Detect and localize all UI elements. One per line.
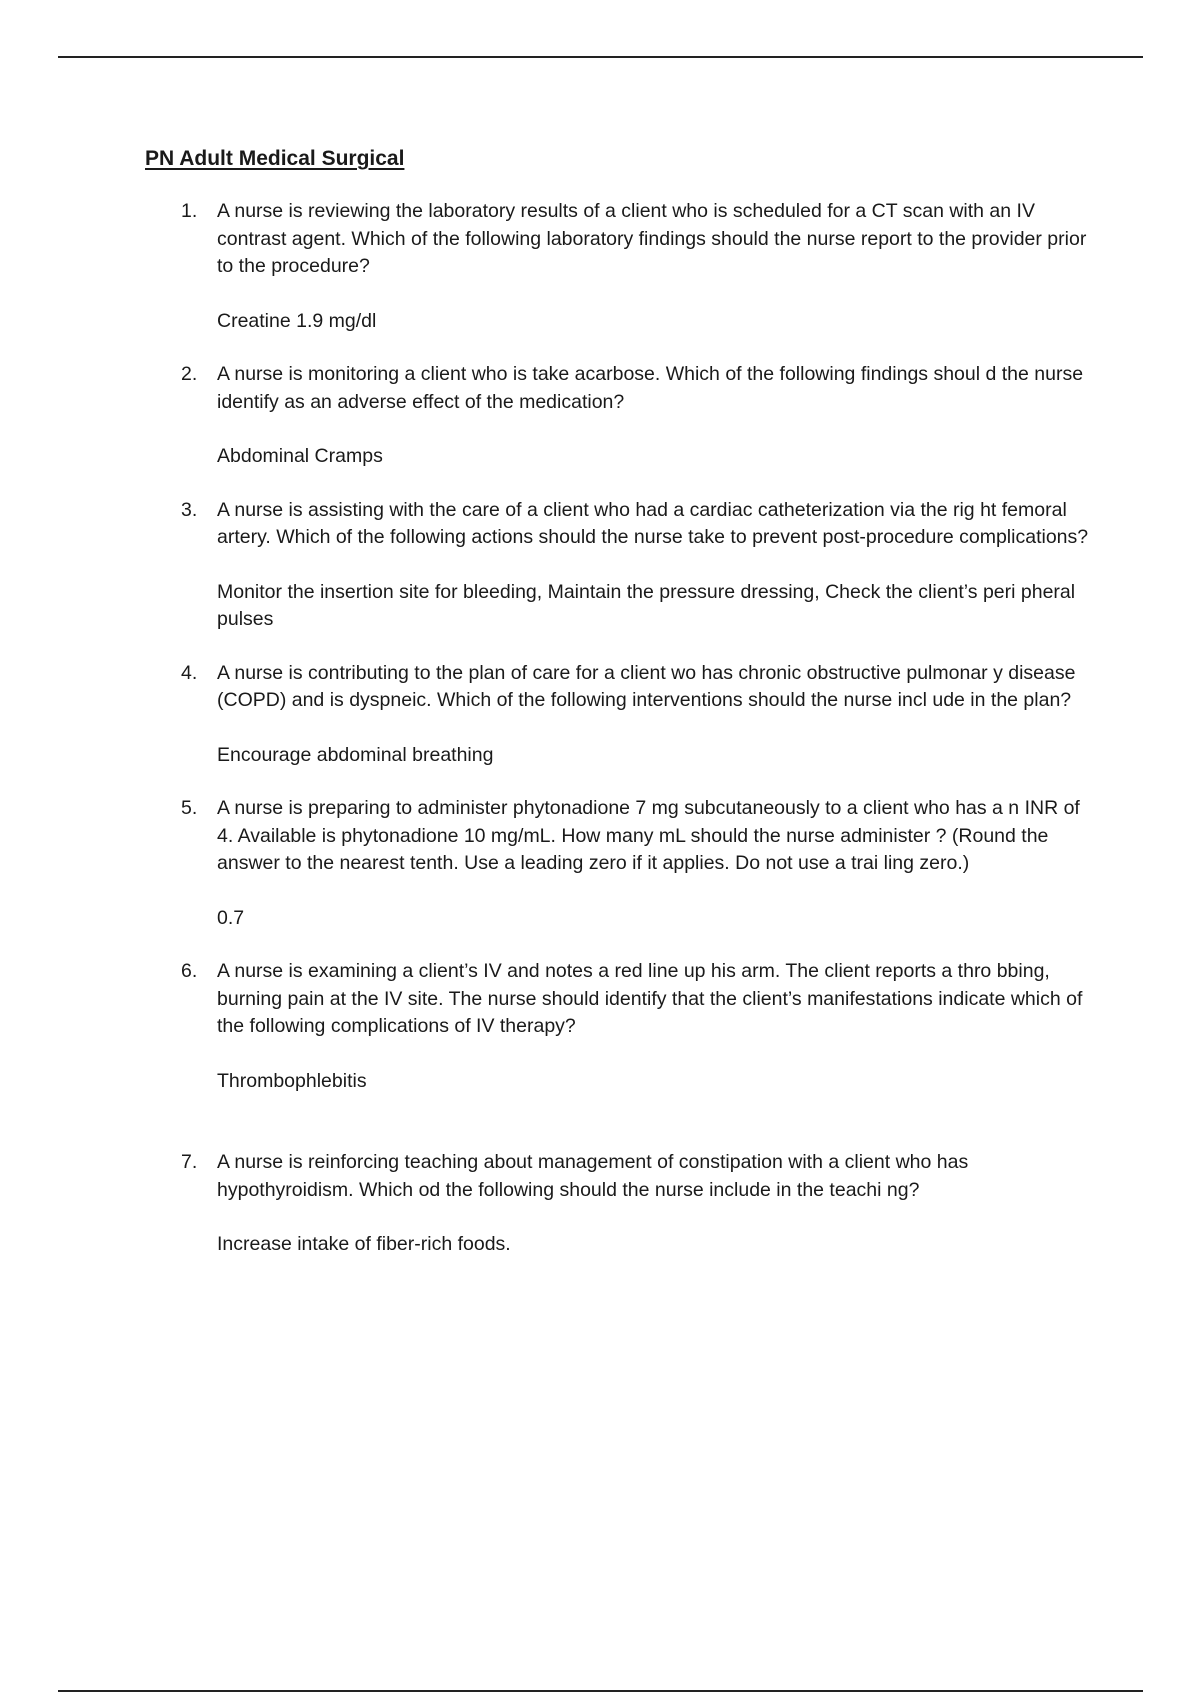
question-text: A nurse is reviewing the laboratory results of a client who is scheduled for a CT scan with an IV contrast agent. Which of the following laboratory findings should the nurse report to the provider prior to the procedure? [217, 200, 1087, 277]
question-item-6 [145, 958, 1105, 1121]
question-number: 5. [181, 797, 198, 819]
question-text: A nurse is assisting with the care of a client who had a cardiac catheterization via the rig ht femoral artery. Which of the following actions should the nurse take to prevent post-procedure complications? [217, 498, 1089, 548]
answer-text: Creatine 1.9 mg/dl [217, 309, 377, 332]
question-text: A nurse is reinforcing teaching about management of constipation with a client who has hypothyroidism. Which od the following should the nurse include in the teachi ng? [217, 1151, 969, 1201]
answer-text: Increase intake of fiber-rich foods. [217, 1233, 511, 1255]
question-text: A nurse is contributing to the plan of care for a client wo has chronic obstructive pulmonar y disease (COPD) and is dyspneic. Which of the following interventions should the nurse incl ude in the plan? [217, 661, 1076, 711]
answer-text: Thrombophlebitis [217, 1069, 367, 1092]
question-item-2 [145, 361, 1105, 497]
question-number: 7. [181, 1151, 198, 1173]
answer-text: Abdominal Cramps [217, 445, 383, 467]
question-number: 4. [181, 661, 198, 684]
question-number: 2. [181, 363, 198, 385]
answer-text: 0.7 [217, 906, 245, 929]
question-item-1 [145, 198, 1105, 361]
question-item-5 [145, 795, 1105, 958]
question-item-4 [145, 660, 1105, 796]
question-number: 3. [181, 498, 198, 521]
question-number: 6. [181, 960, 198, 982]
question-text: A nurse is preparing to administer phytonadione 7 mg subcutaneously to a client who has a n INR of 4. Available is phytonadione 10 mg/mL. How many mL should the nurse administer ? (Round the answer to the nearest tenth. Use a leading zero if it applies. Do not use a trai ling zero.) [217, 797, 1080, 874]
question-item-7 [145, 1149, 1105, 1285]
page-title: PN Adult Medical Surgical [145, 147, 405, 170]
question-number: 1. [181, 200, 198, 222]
question-item-3 [145, 497, 1105, 660]
question-list [145, 198, 1105, 1285]
footer-rule [58, 1690, 1143, 1692]
question-text: A nurse is monitoring a client who is take acarbose. Which of the following findings shoul d the nurse identify as an adverse effect of the medication? [217, 363, 1084, 413]
header-rule [58, 56, 1143, 58]
question-text: A nurse is examining a client’s IV and notes a red line up his arm. The client reports a thro bbing, burning pain at the IV site. The nurse should identify that the client’s manifestations indicate which of the following complications of IV therapy? [217, 960, 1083, 1037]
answer-text: Monitor the insertion site for bleeding, Maintain the pressure dressing, Check the client’s peri pheral pulses [217, 580, 1076, 630]
answer-text: Encourage abdominal breathing [217, 743, 494, 766]
